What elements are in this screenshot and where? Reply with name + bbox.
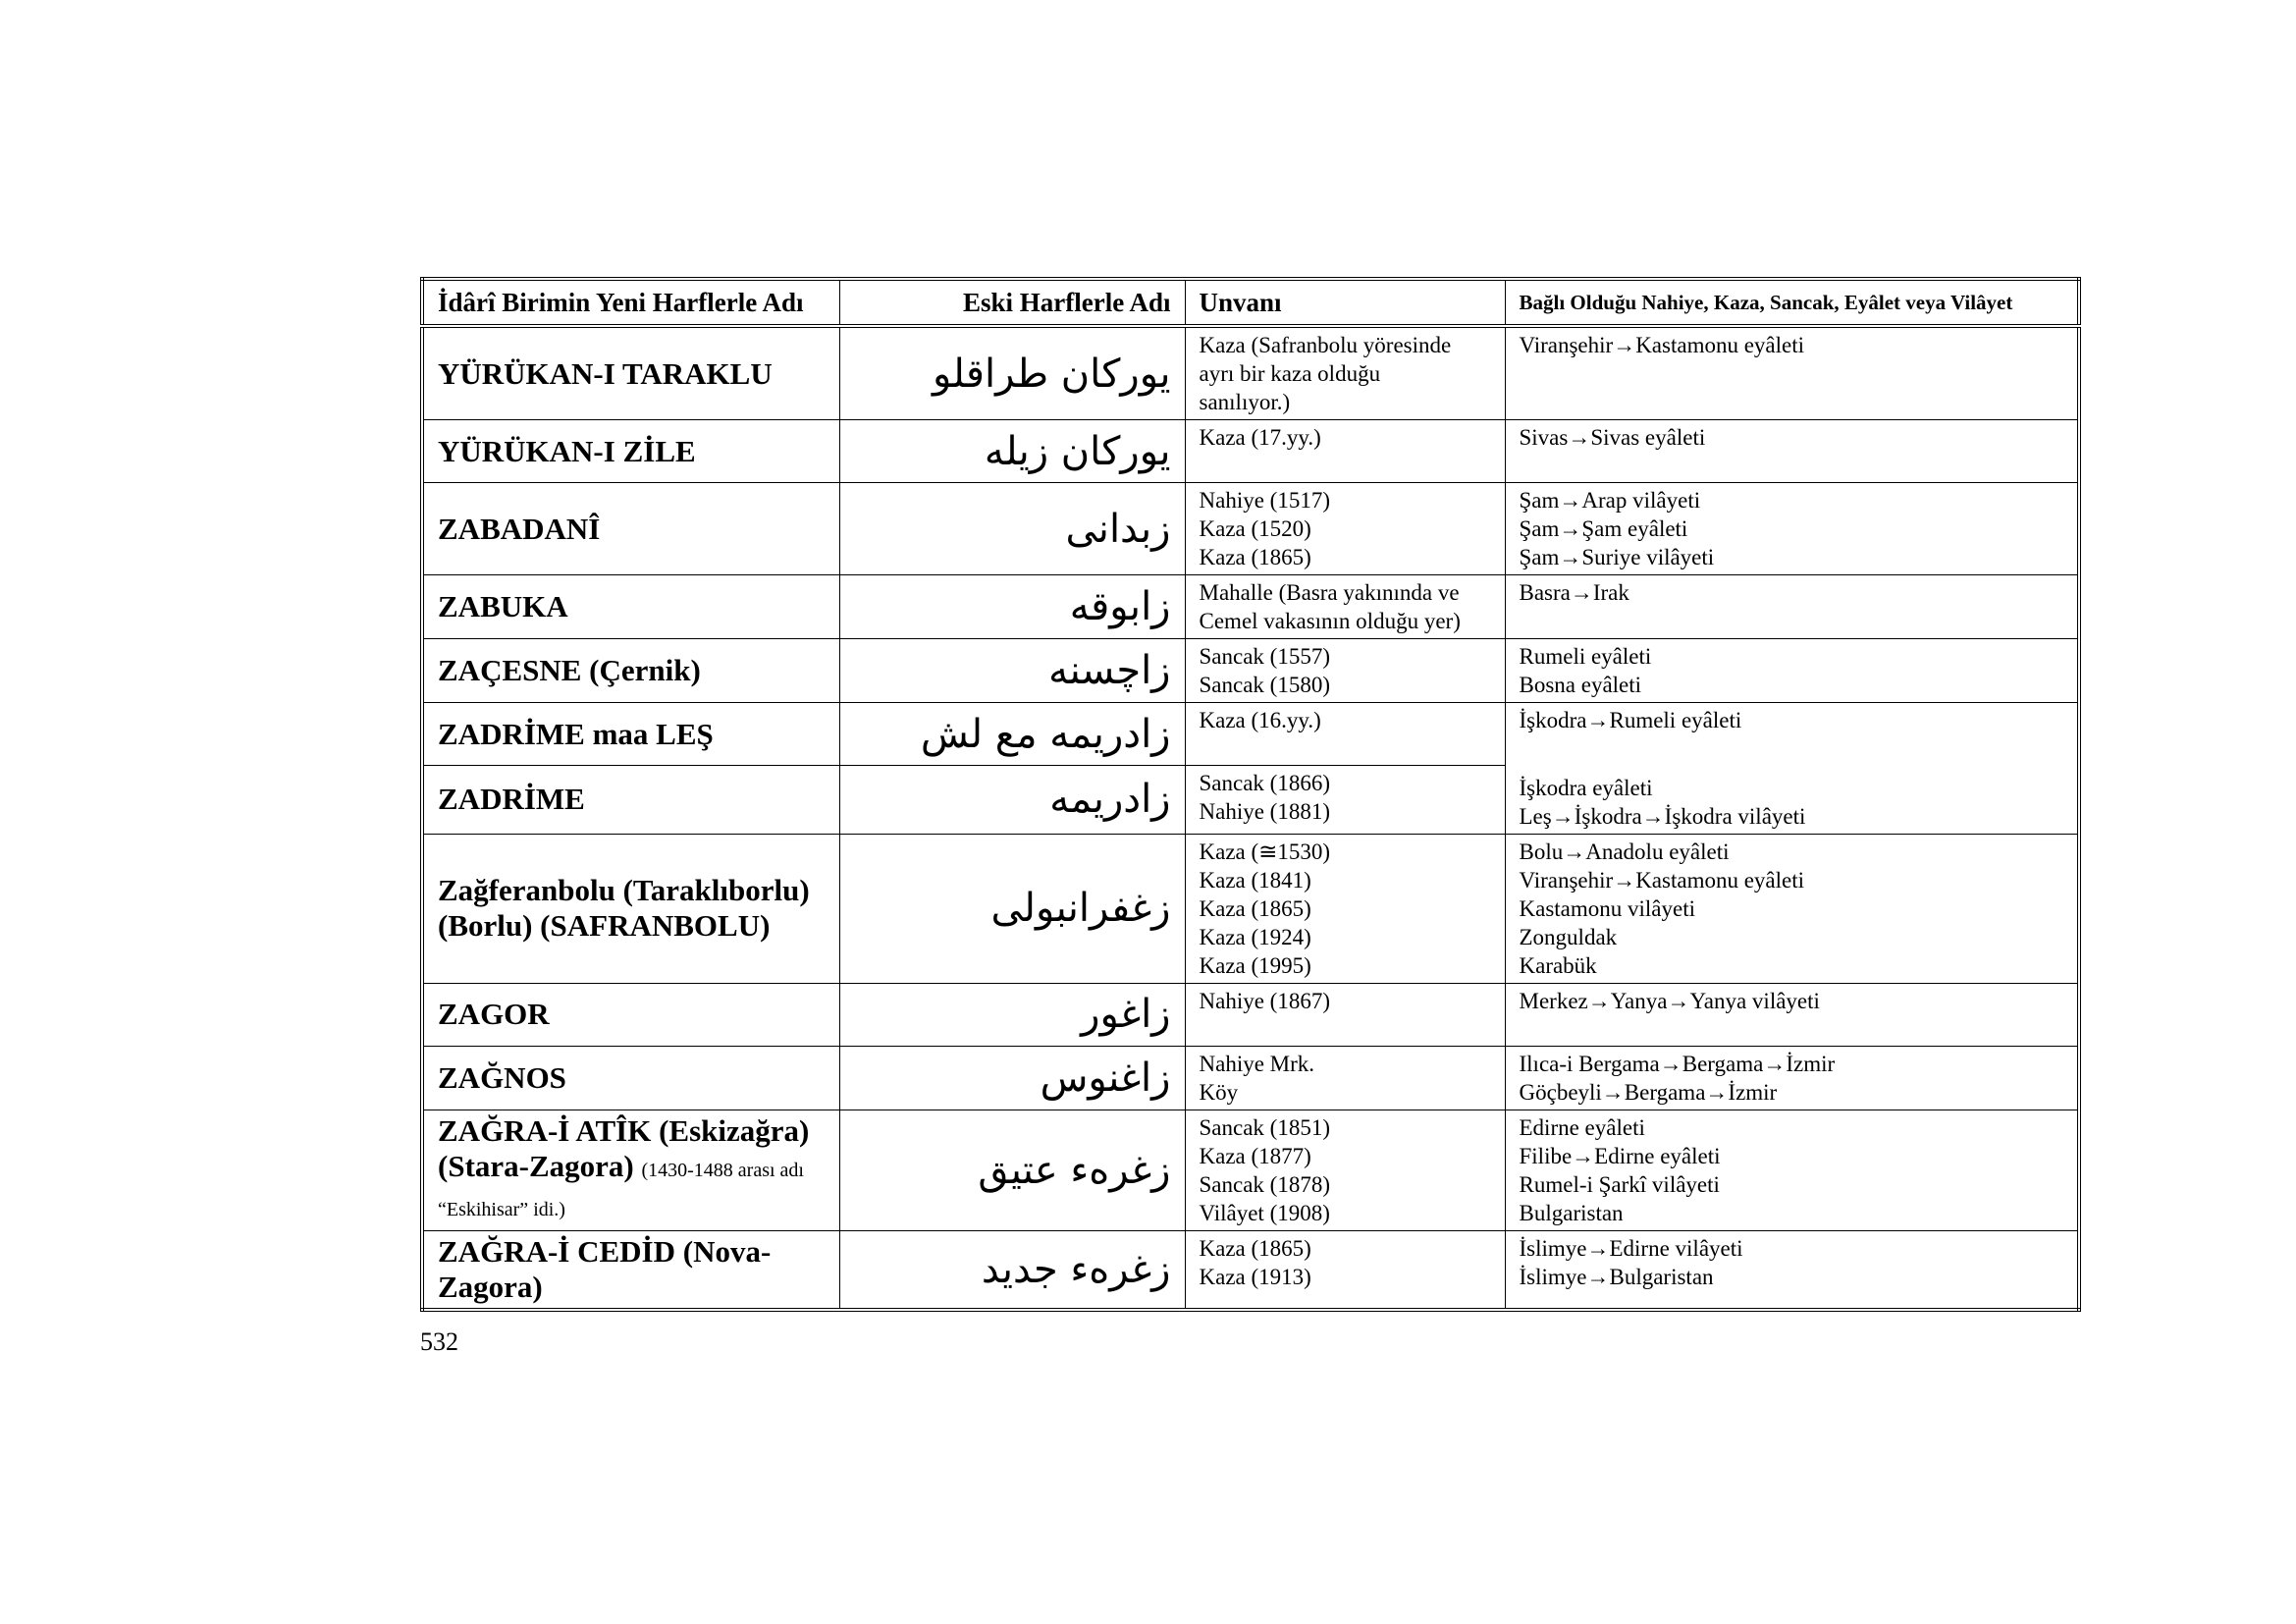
title-cell (1185, 703, 1505, 766)
affiliation-cell (1505, 703, 2079, 766)
unit-name: ZADRİME maa LEŞ (438, 716, 714, 751)
affiliation-line: Ilıca-i Bergama→Bergama→İzmir (1519, 1051, 1836, 1076)
affiliation-line: İşkodra eyâleti (1519, 775, 1653, 800)
affiliation-line: Kastamonu vilâyeti (1519, 895, 1695, 921)
old-script-name: زادریمه (839, 766, 1185, 835)
title-line: Kaza (1841) (1199, 867, 1311, 893)
affiliation-line: Şam→Suriye vilâyeti (1519, 545, 1715, 569)
header-old-script-name: Eski Harflerle Adı (839, 279, 1185, 326)
unit-name: ZAGOR (438, 997, 550, 1031)
unit-name: ZABUKA (438, 589, 568, 623)
affiliation-line: Şam→Arap vilâyeti (1519, 488, 1701, 513)
title-line: Kaza (16.yy.) (1199, 708, 1321, 732)
title-line: Kaza (≅1530) (1199, 839, 1331, 864)
title-line: Sancak (1866) (1199, 771, 1330, 795)
affiliation-line: Bolu→Anadolu eyâleti (1519, 839, 1730, 864)
affiliation-line: Zonguldak (1519, 924, 1618, 949)
old-script-name: زغرهء عتیق (839, 1110, 1185, 1230)
affiliation-cell (1505, 1110, 2079, 1230)
title-line: Kaza (1924) (1199, 924, 1311, 949)
unit-name: YÜRÜKAN-I TARAKLU (438, 355, 773, 391)
unit-name-cell (422, 639, 839, 703)
affiliation-line: Bulgaristan (1519, 1200, 1624, 1225)
table-row (422, 1230, 2079, 1310)
title-line: Kaza (1865) (1199, 895, 1311, 921)
title-line: Nahiye (1517) (1199, 488, 1330, 513)
title-line: Kaza (1865) (1199, 545, 1311, 569)
unit-name-cell (422, 1110, 839, 1230)
old-script-name: زابوقه (839, 575, 1185, 639)
title-line: Kaza (1520) (1199, 516, 1311, 541)
title-cell (1185, 1230, 1505, 1310)
title-line: Sancak (1878) (1199, 1171, 1330, 1197)
unit-name: ZAĞRA-İ CEDİD (Nova-Zagora) (438, 1233, 772, 1304)
table-body (422, 326, 2079, 1310)
unit-name: ZAĞRA-İ ATÎK (Eskizağra) (Stara-Zagora) (438, 1112, 810, 1183)
table-row (422, 483, 2079, 575)
affiliation-cell (1505, 983, 2079, 1046)
unit-name-cell (422, 575, 839, 639)
title-cell (1185, 766, 1505, 835)
affiliation-cell (1505, 766, 2079, 835)
affiliation-cell (1505, 834, 2079, 983)
old-script-name: زادریمه مع لش (839, 703, 1185, 766)
unit-name: ZADRİME (438, 782, 585, 817)
affiliation-line: Merkez→Yanya→Yanya vilâyeti (1519, 988, 1820, 1013)
title-line: Cemel vakasının olduğu yer) (1199, 609, 1461, 633)
affiliation-line: Edirne eyâleti (1519, 1114, 1645, 1140)
table-row (422, 1110, 2079, 1230)
title-line: Kaza (1877) (1199, 1143, 1311, 1168)
affiliation-line: Göçbeyli→Bergama→İzmir (1519, 1079, 1778, 1105)
unit-name: YÜRÜKAN-I ZİLE (438, 433, 696, 468)
affiliation-line: İslimye→Edirne vilâyeti (1519, 1235, 1743, 1261)
affiliation-cell (1505, 326, 2079, 420)
affiliation-line: Leş→İşkodra→İşkodra vilâyeti (1519, 803, 1806, 829)
table-header-row (422, 279, 2079, 326)
table-row (422, 983, 2079, 1046)
affiliation-line: Sivas→Sivas eyâleti (1519, 425, 1706, 450)
gazetteer-table (420, 277, 2081, 1312)
table-row (422, 639, 2079, 703)
unit-name-cell (422, 1230, 839, 1310)
title-line: Vilâyet (1908) (1199, 1200, 1330, 1225)
affiliation-cell (1505, 483, 2079, 575)
unit-name-cell (422, 420, 839, 483)
old-script-name: زبدانی (839, 483, 1185, 575)
affiliation-line: Rumeli eyâleti (1519, 644, 1652, 669)
table-row (422, 575, 2079, 639)
unit-name: ZAĞNOS (438, 1059, 566, 1095)
affiliation-line: İşkodra→Rumeli eyâleti (1519, 708, 1742, 732)
title-cell (1185, 483, 1505, 575)
page-number: 532 (420, 1327, 458, 1356)
title-cell (1185, 983, 1505, 1046)
affiliation-line: İslimye→Bulgaristan (1519, 1264, 1714, 1289)
title-line: Kaza (Safranbolu yöresinde (1199, 333, 1452, 357)
unit-name-cell (422, 326, 839, 420)
affiliation-cell (1505, 639, 2079, 703)
title-line: Kaza (1995) (1199, 952, 1311, 978)
affiliation-cell (1505, 575, 2079, 639)
affiliation-line: Viranşehir→Kastamonu eyâleti (1519, 867, 1804, 893)
title-line: sanılıyor.) (1199, 390, 1291, 414)
title-line: Mahalle (Basra yakınında ve (1199, 580, 1460, 605)
unit-name-cell (422, 483, 839, 575)
title-line: Kaza (1865) (1199, 1235, 1311, 1261)
unit-name-cell (422, 766, 839, 835)
old-script-name: زاچسنه (839, 639, 1185, 703)
old-script-name: زغفرانبولی (839, 834, 1185, 983)
affiliation-line: Filibe→Edirne eyâleti (1519, 1143, 1721, 1168)
unit-name: ZABADANÎ (438, 511, 601, 546)
title-line: Köy (1199, 1079, 1239, 1105)
title-line: Nahiye Mrk. (1199, 1051, 1315, 1076)
unit-name-cell (422, 1046, 839, 1110)
unit-name-cell (422, 834, 839, 983)
unit-name: Zağferanbolu (Taraklıborlu) (Borlu) (SAFRANBOLU) (438, 873, 810, 943)
header-affiliation: Bağlı Olduğu Nahiye, Kaza, Sancak, Eyâlet veya Vilâyet (1505, 279, 2079, 326)
title-cell (1185, 420, 1505, 483)
title-cell (1185, 1110, 1505, 1230)
old-script-name: زاغور (839, 983, 1185, 1046)
title-cell (1185, 326, 1505, 420)
title-cell (1185, 834, 1505, 983)
title-line: Kaza (1913) (1199, 1264, 1311, 1289)
title-cell (1185, 1046, 1505, 1110)
title-cell (1185, 639, 1505, 703)
table-row (422, 766, 2079, 835)
title-cell (1185, 575, 1505, 639)
affiliation-line: Karabük (1519, 952, 1597, 978)
unit-name-cell (422, 703, 839, 766)
title-line: Sancak (1557) (1199, 644, 1330, 669)
old-script-name: یورکان زیله (839, 420, 1185, 483)
affiliation-line: Şam→Şam eyâleti (1519, 516, 1688, 541)
old-script-name: زاغنوس (839, 1046, 1185, 1110)
title-line: Sancak (1851) (1199, 1114, 1330, 1140)
table-row (422, 703, 2079, 766)
old-script-name: یورکان طراقلو (839, 326, 1185, 420)
table-row (422, 834, 2079, 983)
table-row (422, 326, 2079, 420)
unit-name: ZAÇESNE (Çernik) (438, 653, 701, 687)
affiliation-cell (1505, 1046, 2079, 1110)
title-line: Nahiye (1881) (1199, 799, 1330, 824)
title-line: Nahiye (1867) (1199, 988, 1330, 1013)
affiliation-cell (1505, 1230, 2079, 1310)
title-line: Kaza (17.yy.) (1199, 425, 1321, 450)
header-new-name: İdârî Birimin Yeni Harflerle Adı (422, 279, 839, 326)
unit-name-cell (422, 983, 839, 1046)
table-row (422, 420, 2079, 483)
title-line: ayrı bir kaza olduğu (1199, 361, 1381, 386)
affiliation-line: Rumel-i Şarkî vilâyeti (1519, 1171, 1720, 1197)
affiliation-cell (1505, 420, 2079, 483)
table-row (422, 1046, 2079, 1110)
title-line: Sancak (1580) (1199, 673, 1330, 697)
header-title: Unvanı (1185, 279, 1505, 326)
affiliation-line: Viranşehir→Kastamonu eyâleti (1519, 333, 1804, 357)
old-script-name: زغرهء جدید (839, 1230, 1185, 1310)
affiliation-line: Basra→Irak (1519, 580, 1629, 605)
unit-name-note: (1430-1488 arası adı “Eskihisar” idi.) (438, 1159, 804, 1220)
affiliation-line: Bosna eyâleti (1519, 673, 1642, 697)
